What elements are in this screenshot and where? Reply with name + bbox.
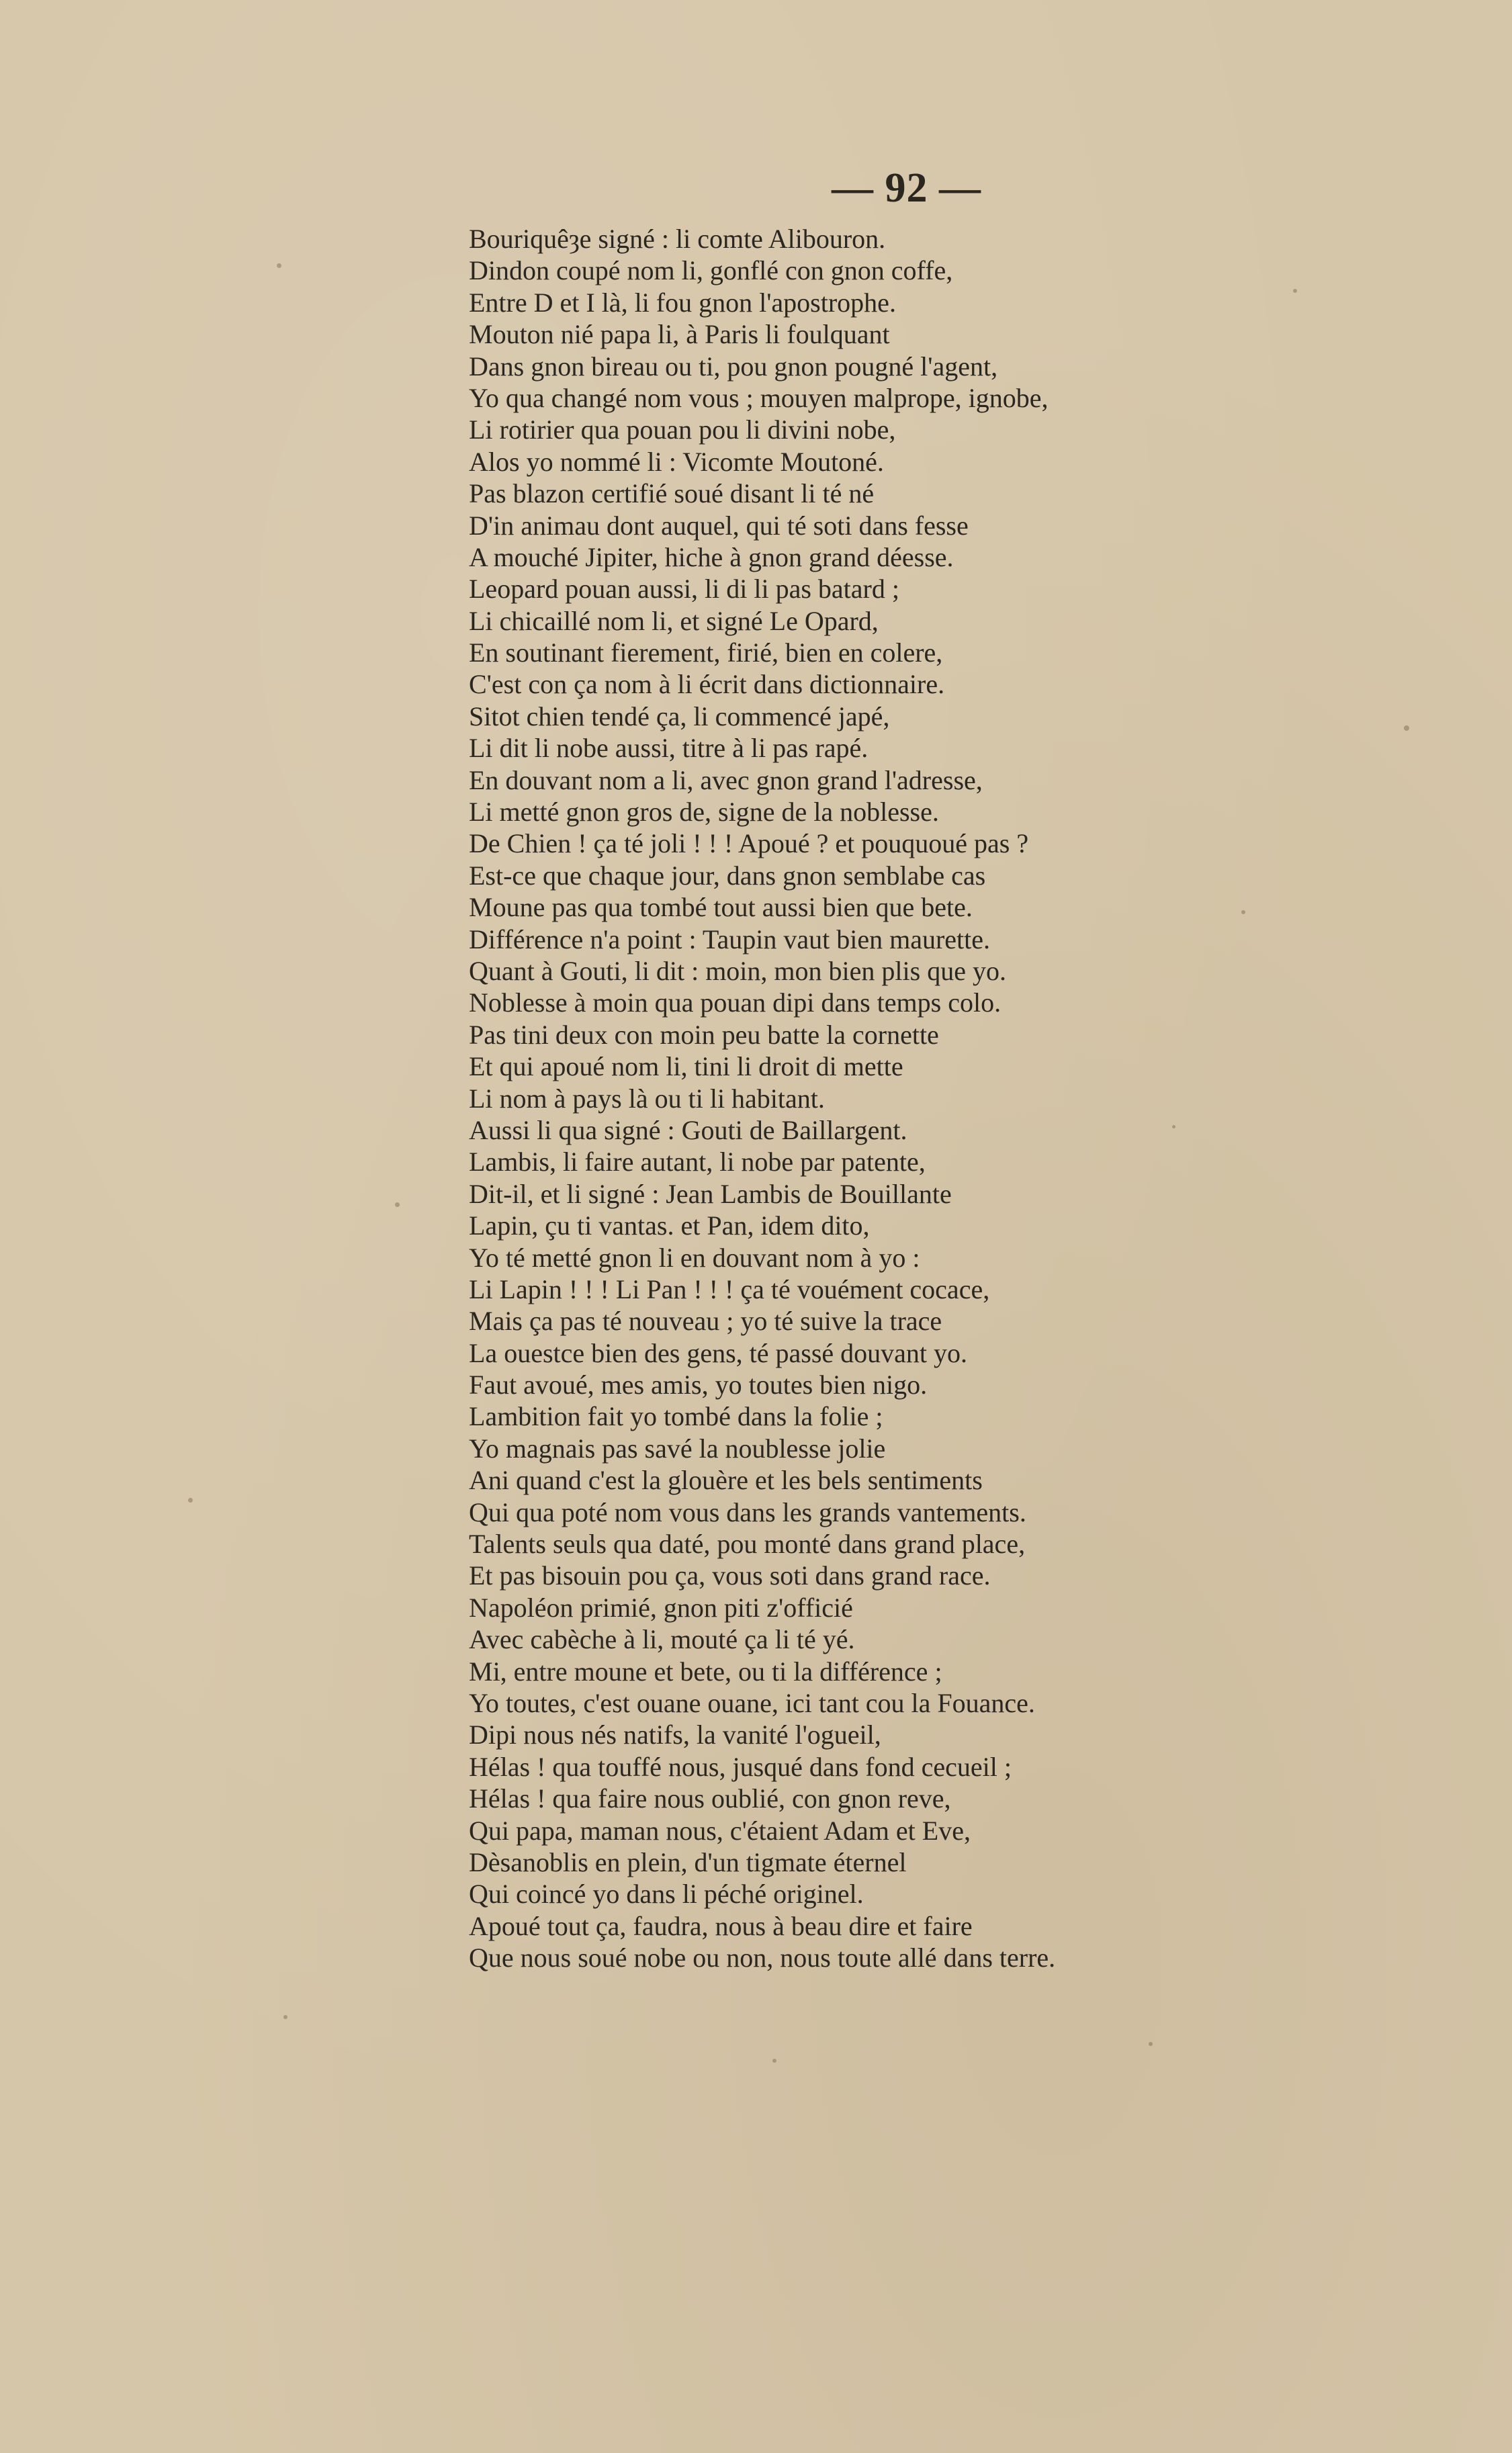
poem-line: Qui qua poté nom vous dans les grands vantements.	[469, 1497, 1026, 1527]
poem-line: Lambition fait yo tombé dans la folie ;	[469, 1401, 883, 1432]
poem-line: Dèsanoblis en plein, d'un tigmate éternel	[469, 1846, 907, 1877]
poem-line: Avec cabèche à li, mouté ça li té yé.	[469, 1624, 855, 1655]
poem-line: Hélas ! qua faire nous oublié, con gnon reve,	[469, 1783, 951, 1814]
poem-line: Li dit li nobe aussi, titre à li pas rapé.	[469, 733, 869, 764]
poem-line: Qui papa, maman nous, c'étaient Adam et Eve,	[469, 1815, 971, 1846]
poem-line: Lambis, li faire autant, li nobe par patente,	[469, 1147, 926, 1177]
poem-line: C'est con ça nom à li écrit dans dictionnaire.	[469, 669, 945, 700]
poem-line: Qui coincé yo dans li péché originel.	[469, 1879, 864, 1910]
poem-line: Alos yo nommé li : Vicomte Moutoné.	[469, 446, 884, 477]
page-number	[832, 165, 981, 212]
poem-line: Li metté gnon gros de, signe de la noblesse.	[469, 797, 939, 828]
poem-line: Li rotirier qua pouan pou li divini nobe,	[469, 414, 896, 445]
poem-line: Apoué tout ça, faudra, nous à beau dire et faire	[469, 1910, 973, 1941]
poem-line: Moune pas qua tombé tout aussi bien que bete.	[469, 892, 973, 923]
poem-line: Que nous soué nobe ou non, nous toute allé dans terre.	[469, 1943, 1056, 1973]
poem-line: Lapin, çu ti vantas. et Pan, idem dito,	[469, 1210, 870, 1241]
poem-line: Mi, entre moune et bete, ou ti la différence ;	[469, 1656, 942, 1687]
poem-line: Sitot chien tendé ça, li commencé japé,	[469, 701, 890, 731]
poem-line: Et qui apoué nom li, tini li droit di mette	[469, 1051, 903, 1082]
poem-line: Est-ce que chaque jour, dans gnon semblabe cas	[469, 860, 986, 891]
poem-line: Hélas ! qua touffé nous, jusqué dans fond cecueil ;	[469, 1751, 1012, 1782]
paper-spot	[1172, 1125, 1175, 1128]
paper-spot	[1241, 910, 1245, 914]
poem-line: Aussi li qua signé : Gouti de Baillargent.	[469, 1114, 907, 1145]
paper-spot	[277, 263, 281, 268]
paper-spot	[283, 2015, 287, 2019]
paper-spot	[395, 1202, 400, 1207]
poem-line: Mouton nié papa li, à Paris li foulquant	[469, 319, 890, 350]
poem-line: Talents seuls qua daté, pou monté dans grand place,	[469, 1529, 1026, 1560]
poem-line: Dipi nous nés natifs, la vanité l'ogueil,	[469, 1720, 881, 1750]
poem-line: Différence n'a point : Taupin vaut bien maurette.	[469, 924, 990, 954]
poem-line: Dindon coupé nom li, gonflé con gnon coffe,	[469, 255, 953, 286]
poem-line: En douvant nom a li, avec gnon grand l'adresse,	[469, 764, 983, 795]
poem-line: Li nom à pays là ou ti li habitant.	[469, 1083, 825, 1114]
poem-line: D'in animau dont auquel, qui té soti dans fesse	[469, 510, 969, 541]
poem-line: Bouriquêȝe signé : li comte Alibouron.	[469, 224, 886, 254]
poem-line: Yo té metté gnon li en douvant nom à yo :	[469, 1242, 920, 1273]
poem-line: Li Lapin ! ! ! Li Pan ! ! ! ça té vouément cocace,	[469, 1274, 990, 1304]
poem-line: Yo toutes, c'est ouane ouane, ici tant cou la Fouance.	[469, 1687, 1035, 1718]
page-number-value: 92	[885, 165, 928, 211]
poem-line: De Chien ! ça té joli ! ! ! Apoué ? et pouquoué pas ?	[469, 828, 1029, 859]
poem-line: Et pas bisouin pou ça, vous soti dans grand race.	[469, 1560, 991, 1591]
poem-line: A mouché Jipiter, hiche à gnon grand déesse.	[469, 541, 954, 572]
poem-line: Yo qua changé nom vous ; mouyen malprope, ignobe,	[469, 382, 1049, 413]
poem-line: Li chicaillé nom li, et signé Le Opard,	[469, 605, 879, 636]
poem-line: Pas blazon certifié soué disant li té né	[469, 478, 875, 509]
poem-line: Quant à Gouti, li dit : moin, mon bien plis que yo.	[469, 955, 1006, 986]
poem-line: En soutinant fierement, firié, bien en colere,	[469, 637, 943, 668]
poem-line: Ani quand c'est la glouère et les bels sentiments	[469, 1465, 983, 1496]
poem-line: Dans gnon bireau ou ti, pou gnon pougné l'agent,	[469, 351, 998, 382]
poem-line: Mais ça pas té nouveau ; yo té suive la trace	[469, 1306, 942, 1337]
poem-line: Napoléon primié, gnon piti z'officié	[469, 1592, 853, 1623]
poem-line: Leopard pouan aussi, li di li pas batard ;	[469, 574, 899, 605]
poem-line: Pas tini deux con moin peu batte la cornette	[469, 1019, 939, 1050]
poem-text-block	[469, 223, 1423, 1973]
poem-line: Entre D et I là, li fou gnon l'apostrophe.	[469, 287, 896, 318]
paper-spot	[1149, 2042, 1153, 2046]
paper-spot	[1404, 725, 1409, 731]
poem-line: Noblesse à moin qua pouan dipi dans temps colo.	[469, 987, 1002, 1018]
paper-spot	[1293, 289, 1297, 293]
poem-line: Dit-il, et li signé : Jean Lambis de Bouillante	[469, 1178, 952, 1209]
page-number-dash-left: —	[832, 165, 874, 211]
poem-line: Yo magnais pas savé la noublesse jolie	[469, 1433, 886, 1464]
paper-spot	[772, 2059, 776, 2063]
poem-line: La ouestce bien des gens, té passé douvant yo.	[469, 1337, 968, 1368]
paper-spot	[188, 1498, 193, 1503]
poem-line: Faut avoué, mes amis, yo toutes bien nigo.	[469, 1370, 928, 1400]
page-number-dash-right: —	[939, 165, 981, 211]
